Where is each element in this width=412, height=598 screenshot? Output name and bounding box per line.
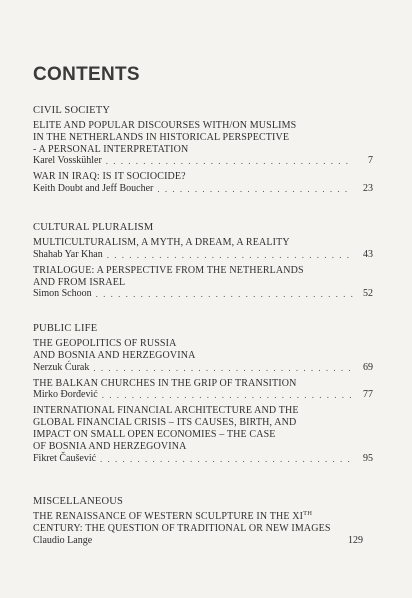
entry-title-line: MULTICULTURALISM, A MYTH, A DREAM, A REALITY [33,237,290,248]
entry-author: Mirko Đorđević [33,389,98,401]
entry-page-number: 129 [348,534,363,546]
dot-leader [107,249,353,261]
section-title: CULTURAL PLURALISM [33,222,154,233]
section-title: CIVIL SOCIETY [33,105,111,116]
toc-entry[interactable] [33,338,373,374]
entry-title-line: GLOBAL FINANCIAL CRISIS – ITS CAUSES, BIRTH, AND [33,417,297,429]
entry-author: Shahab Yar Khan [33,248,103,260]
entry-title-line: AND FROM ISRAEL [33,276,126,288]
entry-page-number: 7 [368,155,373,167]
entry-title [33,237,373,249]
entry-title-line: IMPACT ON SMALL OPEN ECONOMIES – THE CASE [33,428,276,440]
section-cultural-pluralism [33,221,373,300]
entry-title-line: ELITE AND POPULAR DISCOURSES WITH/ON MUSLIMS [33,120,297,131]
entry-title-line: - A PERSONAL INTERPRETATION [33,143,189,155]
author-row [33,389,373,401]
entry-page-number: 69 [363,361,373,373]
entry-title [33,171,373,183]
dot-leader [96,288,353,300]
entry-title [33,120,373,155]
toc-entry[interactable] [33,237,373,261]
author-row [33,183,373,195]
entry-author: Fikret Čaušević [33,452,97,464]
entry-title-line: CENTURY: THE QUESTION OF TRADITIONAL OR NEW IMAGES [33,522,331,534]
toc-entry[interactable] [33,265,373,301]
author-row [33,288,373,300]
toc-entry[interactable] [33,120,373,167]
entry-page-number: 43 [363,248,373,260]
entry-author: Simon Schoon [33,288,92,300]
entry-author: Keith Doubt and Jeff Boucher [33,183,154,195]
author-row [33,453,373,465]
entry-title-line: INTERNATIONAL FINANCIAL ARCHITECTURE AND THE [33,405,299,417]
section-public-life [33,322,373,465]
entry-title-text: THE RENAISSANCE OF WESTERN SCULPTURE IN THE XI [33,511,304,522]
entry-author: Claudio Lange [33,534,93,546]
section-title: PUBLIC LIFE [33,323,98,334]
author-row [33,155,373,167]
entry-page-number: 52 [363,288,373,300]
section-title: MISCELLANEOUS [33,496,124,507]
entry-page-number: 77 [363,389,373,401]
entry-page-number: 23 [363,183,373,195]
toc-entry[interactable] [33,171,373,195]
toc-entry[interactable] [33,511,363,547]
author-row [33,362,373,374]
entry-title [33,405,373,452]
page-heading: CONTENTS [33,64,140,85]
entry-author: Karel Vosskühler [33,155,102,167]
author-row [33,249,373,261]
entry-title [33,265,373,289]
entry-title-line: WAR IN IRAQ: IS IT SOCIOCIDE? [33,171,186,183]
entry-title-line: AND BOSNIA AND HERZEGOVINA [33,349,196,361]
entry-title-line: THE BALKAN CHURCHES IN THE GRIP OF TRANSITION [33,377,297,389]
dot-leader [106,155,353,167]
section-civil-society [33,104,373,195]
entry-title-line: IN THE NETHERLANDS IN HISTORICAL PERSPECTIVE [33,131,290,143]
toc-entry[interactable] [33,405,373,464]
entry-author: Nerzuk Ćurak [33,361,90,373]
entry-page-number: 95 [363,452,373,464]
author-row [33,535,363,547]
dot-leader [100,453,353,465]
entry-title-line: TRIALOGUE: A PERSPECTIVE FROM THE NETHERLANDS [33,264,304,276]
entry-title-line [33,511,363,523]
superscript: TH [303,510,313,517]
dot-leader [102,389,353,401]
entry-title [33,338,373,362]
toc-entry[interactable] [33,378,373,402]
section-miscellaneous [33,495,363,547]
entry-title-line: OF BOSNIA AND HERZEGOVINA [33,440,187,452]
entry-title [33,511,363,535]
dot-leader [157,183,353,195]
entry-title [33,378,373,390]
entry-title-line: THE GEOPOLITICS OF RUSSIA [33,338,177,349]
dot-leader [93,362,353,374]
